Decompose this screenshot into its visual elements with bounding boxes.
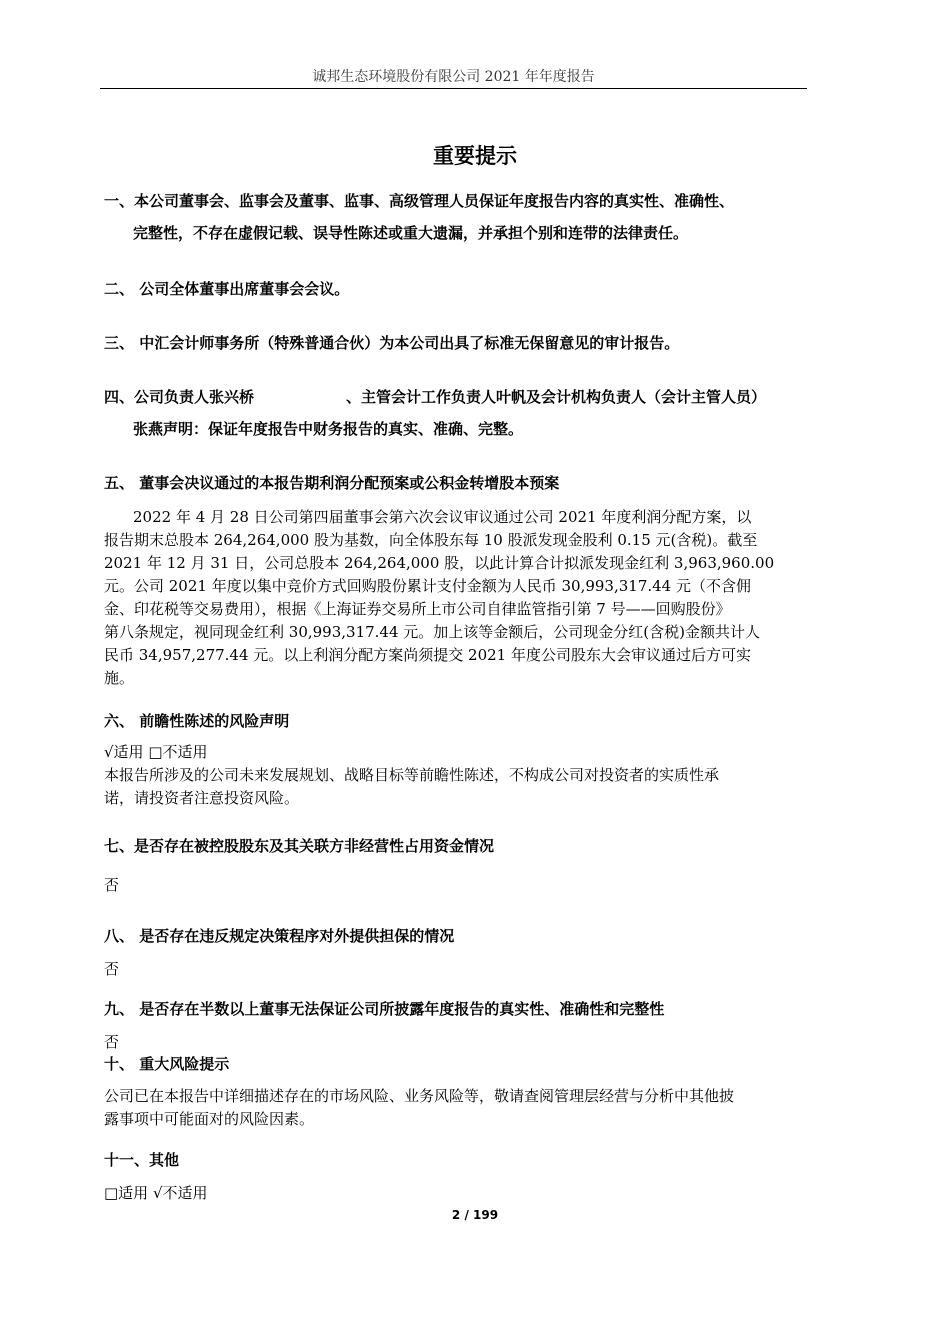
section-8-answer: 否 xyxy=(104,960,120,978)
section-2-line-1: 二、 公司全体董事出席董事会会议。 xyxy=(104,280,350,298)
section-5-text-line: 第八条规定，视同现金红利 30,993,317.44 元。加上该等金额后，公司现金分红(含税)金额共计人 xyxy=(104,623,760,641)
section-4-line-1b: 、主管会计工作负责人叶帆及会计机构负责人（会计主管人员） xyxy=(346,388,767,406)
section-6-text-line: 诺，请投资者注意投资风险。 xyxy=(104,789,300,807)
section-5-text-line: 2022 年 4 月 28 日公司第四届董事会第六次会议审议通过公司 2021 年度利润分配方案，以 xyxy=(133,508,752,526)
section-9-answer: 否 xyxy=(104,1033,120,1051)
page-number: 2 / 199 xyxy=(451,1208,499,1222)
section-5-text-line: 2021 年 12 月 31 日，公司总股本 264,264,000 股，以此计算合计拟派发现金红利 3,963,960.00 xyxy=(104,554,775,572)
section-5-text-line: 金、印花税等交易费用），根据《上海证券交易所上市公司自律监管指引第 7 号——回购股份》 xyxy=(104,600,731,618)
section-11-heading: 十一、其他 xyxy=(104,1151,180,1169)
section-6-applicability: √适用 □不适用 xyxy=(104,743,208,761)
section-1-line-2: 完整性，不存在虚假记载、误导性陈述或重大遗漏，并承担个别和连带的法律责任。 xyxy=(133,224,689,242)
section-10-text-line: 露事项中可能面对的风险因素。 xyxy=(104,1110,315,1128)
page-title: 重要提示 xyxy=(433,144,517,168)
section-4-line-1a: 四、公司负责人张兴桥 xyxy=(104,388,255,406)
section-9-heading: 九、 是否存在半数以上董事无法保证公司所披露年度报告的真实性、准确性和完整性 xyxy=(104,1000,665,1018)
header-divider xyxy=(100,88,807,89)
report-header: 诚邦生态环境股份有限公司 2021 年年度报告 xyxy=(312,69,595,85)
section-10-text-line: 公司已在本报告中详细描述存在的市场风险、业务风险等，敬请查阅管理层经营与分析中其他披 xyxy=(104,1087,735,1105)
section-3-line-1: 三、 中汇会计师事务所（特殊普通合伙）为本公司出具了标准无保留意见的审计报告。 xyxy=(104,334,680,352)
section-10-heading: 十、 重大风险提示 xyxy=(104,1055,230,1073)
section-6-heading: 六、 前瞻性陈述的风险声明 xyxy=(104,712,290,730)
section-5-text-line: 元。公司 2021 年度以集中竞价方式回购股份累计支付金额为人民币 30,993,317.44 元（不含佣 xyxy=(104,577,751,595)
section-7-heading: 七、是否存在被控股股东及其关联方非经营性占用资金情况 xyxy=(104,837,495,855)
section-5-heading: 五、 董事会决议通过的本报告期利润分配预案或公积金转增股本预案 xyxy=(104,474,560,492)
section-7-answer: 否 xyxy=(104,876,120,894)
section-5-text-line: 民币 34,957,277.44 元。以上利润分配方案尚须提交 2021 年度公司股东大会审议通过后方可实 xyxy=(104,646,751,664)
section-1-line-1: 一、本公司董事会、监事会及董事、监事、高级管理人员保证年度报告内容的真实性、准确性、 xyxy=(104,192,735,210)
section-4-line-2: 张燕声明：保证年度报告中财务报告的真实、准确、完整。 xyxy=(133,420,524,438)
section-11-applicability: □适用 √不适用 xyxy=(104,1184,208,1202)
section-5-text-line: 报告期末总股本 264,264,000 股为基数，向全体股东每 10 股派发现金股利 0.15 元(含税)。截至 xyxy=(104,531,758,549)
section-8-heading: 八、 是否存在违反规定决策程序对外提供担保的情况 xyxy=(104,927,455,945)
section-5-text-line: 施。 xyxy=(104,669,135,687)
section-6-text-line: 本报告所涉及的公司未来发展规划、战略目标等前瞻性陈述，不构成公司对投资者的实质性承 xyxy=(104,766,720,784)
